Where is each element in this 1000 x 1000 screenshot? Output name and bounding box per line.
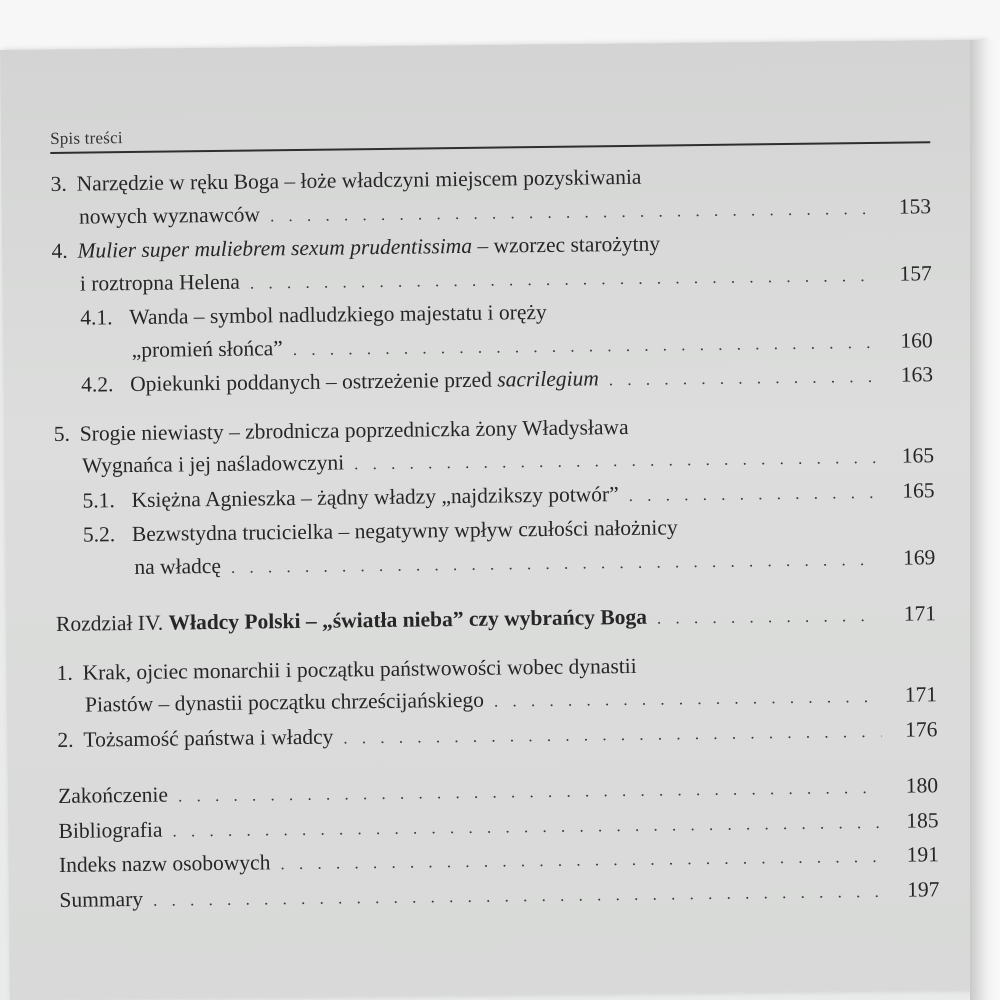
entry-title-line2: na władcę	[134, 553, 222, 579]
page-number: 185	[906, 807, 939, 833]
backmatter-label: Bibliografia	[58, 817, 163, 843]
page-number: 169	[902, 544, 936, 570]
dot-leader	[343, 715, 881, 754]
entry-title-line1: Bezwstydna trucicielka – negatywny wpływ czułości nałożnicy	[131, 515, 678, 547]
page-number: 171	[904, 682, 938, 707]
table-of-contents	[50, 117, 940, 918]
page-number: 153	[898, 193, 932, 219]
entry-title-line1: Krak, ojciec monarchii i początku państwowości wobec dynastii	[82, 653, 637, 685]
dot-leader	[629, 476, 879, 512]
entry-title-line2: Wygnańca i jej naśladowczyni	[81, 450, 345, 478]
entry-number: 2.	[57, 727, 74, 752]
entry-title-pre: Opiekunki poddanych – ostrzeżenie przed	[129, 367, 498, 397]
entry-title-line2: i roztropna Helena	[79, 269, 241, 296]
entry-number: 4.2.	[80, 372, 114, 397]
page-number: 165	[901, 443, 935, 468]
entry-title-line2: „promień słońca”	[131, 335, 283, 362]
page-number: 171	[903, 601, 937, 626]
entry-number: 5.2.	[82, 522, 116, 547]
backmatter-label: Summary	[59, 886, 144, 912]
entry-title-italic: sacrilegium	[497, 366, 599, 392]
entry-number: 4.1.	[80, 305, 113, 330]
page-number: 160	[900, 327, 933, 353]
entry-number: 5.	[53, 421, 71, 446]
entry-title-line1: Srogie niewiasty – zbrodnicza poprzedniczka żony Władysława	[79, 414, 629, 446]
page-number: 191	[906, 842, 940, 867]
chapter-prefix: Rozdział IV.	[55, 610, 169, 636]
dot-leader	[657, 600, 881, 635]
book-gutter	[970, 40, 1000, 1000]
entry-title-rest: – wzorzec starożytny	[471, 231, 661, 258]
page-number: 163	[900, 362, 934, 387]
entry-title-line1: Księżna Agnieszka – żądny władzy „najdzikszy potwór”	[131, 481, 619, 512]
dot-leader	[494, 681, 882, 718]
entry-number: 3.	[50, 171, 67, 196]
dot-leader	[354, 442, 878, 481]
page-number: 176	[905, 716, 938, 742]
entry-title-line2: Piastów – dynastii początku chrześcijańskiego	[84, 687, 485, 717]
backmatter-label: Zakończenie	[58, 782, 169, 808]
entry-title-line2: nowych wyznawców	[78, 201, 261, 229]
backmatter-label: Indeks nazw osobowych	[58, 850, 271, 877]
page-number: 197	[906, 876, 940, 902]
entry-title-line1: Wanda – symbol nadludzkiego majestatu i oręży	[129, 299, 547, 330]
entry-number: 4.	[51, 238, 68, 263]
chapter-title: Władcy Polski – „światła nieba” czy wybrańcy Boga	[168, 604, 648, 635]
entry-number: 5.1.	[82, 487, 115, 513]
page-number: 165	[902, 477, 935, 503]
entry-number: 1.	[56, 660, 73, 685]
dot-leader	[609, 361, 878, 397]
running-head: Spis treści	[50, 128, 123, 148]
entry-title-line1: Tożsamość państwa i władcy	[83, 724, 334, 752]
page-number: 180	[905, 773, 939, 798]
entry-title-italic: Mulier super muliebrem sexum prudentissima	[77, 233, 473, 263]
page-number: 157	[899, 260, 932, 286]
entry-title-line1: Narzędzie w ręku Boga – łoże władczyni miejscem pozyskiwania	[76, 164, 642, 196]
